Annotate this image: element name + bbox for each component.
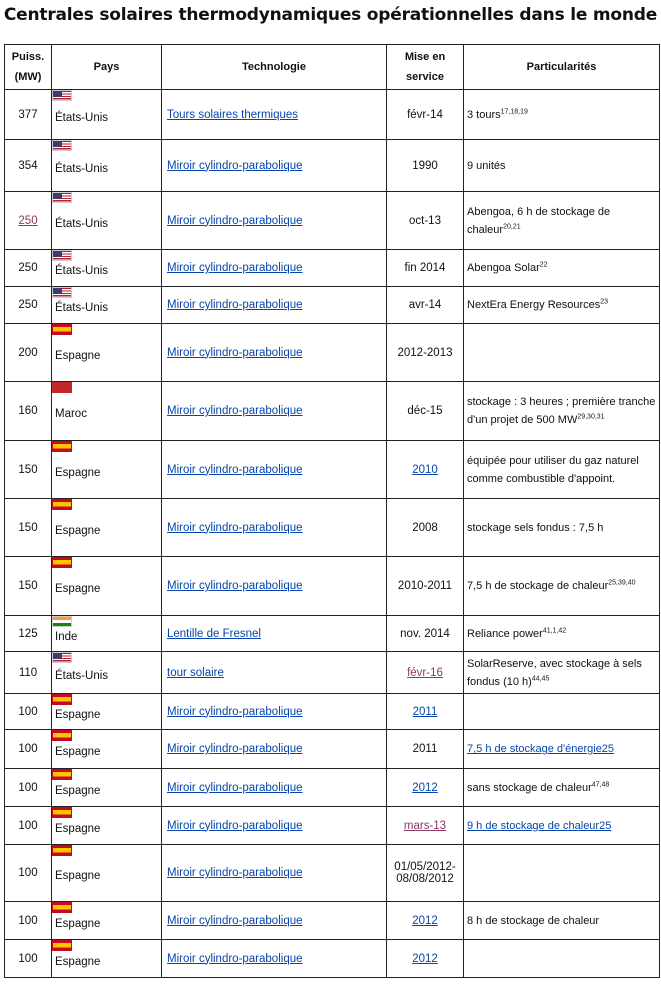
- date-cell[interactable]: [387, 652, 464, 694]
- technology-link[interactable]: Miroir cylindro-parabolique: [167, 705, 303, 718]
- technology-cell[interactable]: [162, 382, 387, 441]
- notes-cell[interactable]: [464, 807, 660, 845]
- reference-superscript[interactable]: 23: [600, 298, 609, 306]
- table-row: [5, 557, 660, 616]
- power-cell: 250: [5, 250, 52, 287]
- date-link[interactable]: 2010: [412, 463, 438, 476]
- flag-es-icon: [52, 730, 72, 741]
- notes-cell: [464, 845, 660, 902]
- date-cell[interactable]: [387, 902, 464, 940]
- technology-link[interactable]: Miroir cylindro-parabolique: [167, 952, 303, 965]
- table-row: [5, 902, 660, 940]
- technology-cell[interactable]: [162, 694, 387, 730]
- technology-link[interactable]: Miroir cylindro-parabolique: [167, 867, 303, 879]
- date-cell: oct-13: [387, 192, 464, 250]
- flag-es-icon: [52, 557, 72, 568]
- flag-ma-icon: [52, 382, 72, 393]
- country-cell: [52, 441, 162, 499]
- notes-cell: [464, 287, 660, 324]
- flag-es-icon: [52, 769, 72, 780]
- technology-link[interactable]: Miroir cylindro-parabolique: [167, 580, 303, 592]
- flag-es-icon: [52, 324, 72, 335]
- notes-text: stockage sels fondus : 7,5 h: [467, 521, 604, 534]
- notes-text: 9 unités: [467, 159, 506, 172]
- notes-cell: [464, 499, 660, 557]
- table-row: [5, 807, 660, 845]
- notes-cell: [464, 90, 660, 140]
- date-cell: 2008: [387, 499, 464, 557]
- flag-es-icon: [52, 940, 72, 951]
- notes-text: NextEra Energy Resources: [467, 299, 601, 311]
- country-cell: [52, 694, 162, 730]
- technology-link[interactable]: Miroir cylindro-parabolique: [167, 521, 303, 534]
- table-row: [5, 441, 660, 499]
- table-row: [5, 250, 660, 287]
- power-cell: 377: [5, 90, 52, 140]
- technology-link[interactable]: Miroir cylindro-parabolique: [167, 159, 303, 172]
- table-row: [5, 616, 660, 652]
- table-row: [5, 90, 660, 140]
- notes-link[interactable]: 9 h de stockage de chaleur25: [467, 819, 612, 832]
- table-row: [5, 730, 660, 769]
- flag-es-icon: [52, 807, 72, 818]
- country-label: États-Unis: [55, 669, 109, 682]
- technology-cell[interactable]: [162, 140, 387, 192]
- country-label: États-Unis: [55, 302, 109, 314]
- country-cell: [52, 652, 162, 694]
- date-link[interactable]: févr-16: [407, 666, 443, 679]
- flag-es-icon: [52, 902, 72, 913]
- date-cell[interactable]: [387, 441, 464, 499]
- reference-superscript[interactable]: 25,39,40: [608, 579, 636, 587]
- power-cell: 125: [5, 616, 52, 652]
- page-title: Centrales solaires thermodynamiques opérationnelles dans le monde: [3, 5, 658, 25]
- technology-cell[interactable]: [162, 90, 387, 140]
- date-cell: déc-15: [387, 382, 464, 441]
- country-cell: [52, 324, 162, 382]
- flag-in-icon: [52, 616, 72, 627]
- notes-link[interactable]: 7,5 h de stockage d'énergie25: [467, 743, 615, 755]
- country-cell: [52, 140, 162, 192]
- technology-link[interactable]: Miroir cylindro-parabolique: [167, 781, 303, 794]
- country-label: États-Unis: [55, 111, 109, 124]
- notes-text: 8 h de stockage de chaleur: [467, 914, 600, 927]
- date-cell: 2011: [387, 730, 464, 769]
- power-cell: 100: [5, 902, 52, 940]
- technology-link[interactable]: Miroir cylindro-parabolique: [167, 405, 303, 417]
- header-power: Puiss. (MW): [5, 45, 52, 90]
- country-cell: [52, 902, 162, 940]
- technology-cell[interactable]: [162, 324, 387, 382]
- country-label: Espagne: [55, 708, 101, 721]
- power-cell: 100: [5, 940, 52, 978]
- date-cell: 2012-2013: [387, 324, 464, 382]
- power-link[interactable]: 250: [18, 214, 38, 227]
- technology-cell[interactable]: [162, 616, 387, 652]
- power-cell: 100: [5, 807, 52, 845]
- country-cell: [52, 845, 162, 902]
- notes-cell: [464, 557, 660, 616]
- technology-link[interactable]: Miroir cylindro-parabolique: [167, 214, 303, 227]
- country-label: Espagne: [55, 870, 101, 882]
- date-link[interactable]: mars-13: [403, 819, 447, 832]
- country-label: Espagne: [55, 746, 101, 758]
- country-cell: [52, 192, 162, 250]
- technology-cell[interactable]: [162, 807, 387, 845]
- notes-cell: [464, 140, 660, 192]
- technology-cell[interactable]: [162, 845, 387, 902]
- technology-cell[interactable]: [162, 769, 387, 807]
- table-row: [5, 652, 660, 694]
- table-row: [5, 499, 660, 557]
- reference-superscript[interactable]: 41,1,42: [542, 626, 567, 634]
- notes-text: Abengoa Solar: [467, 262, 540, 274]
- country-label: Maroc: [55, 408, 87, 420]
- notes-text: équipée pour utiliser du gaz naturel comme combustible d'appoint.: [467, 454, 639, 485]
- notes-text: Abengoa, 6 h de stockage de chaleur: [467, 205, 611, 236]
- country-cell: [52, 557, 162, 616]
- country-cell: [52, 616, 162, 652]
- country-label: Espagne: [55, 917, 101, 930]
- date-cell: févr-14: [387, 90, 464, 140]
- technology-cell[interactable]: [162, 499, 387, 557]
- power-cell: 150: [5, 499, 52, 557]
- power-cell: 354: [5, 140, 52, 192]
- date-cell: 01/05/2012-08/08/2012: [387, 845, 464, 902]
- country-label: Inde: [55, 630, 78, 643]
- flag-us-icon: [52, 250, 72, 261]
- technology-link[interactable]: Tours solaires thermiques: [167, 108, 299, 121]
- date-link[interactable]: 2012: [412, 914, 438, 927]
- technology-cell[interactable]: [162, 730, 387, 769]
- notes-cell: [464, 902, 660, 940]
- table-header-row: [5, 45, 660, 90]
- flag-us-icon: [52, 140, 72, 151]
- notes-cell: [464, 192, 660, 250]
- power-cell: 100: [5, 730, 52, 769]
- date-cell: nov. 2014: [387, 616, 464, 652]
- table-row: [5, 382, 660, 441]
- technology-cell[interactable]: [162, 940, 387, 978]
- flag-es-icon: [52, 499, 72, 510]
- country-cell: [52, 250, 162, 287]
- country-label: Espagne: [55, 349, 101, 362]
- country-cell: [52, 90, 162, 140]
- table-row: [5, 769, 660, 807]
- date-link[interactable]: 2012: [412, 781, 438, 794]
- country-cell: [52, 769, 162, 807]
- power-cell: 250: [5, 287, 52, 324]
- date-cell: 1990: [387, 140, 464, 192]
- technology-cell[interactable]: [162, 652, 387, 694]
- table-row: [5, 845, 660, 902]
- date-cell: avr-14: [387, 287, 464, 324]
- flag-us-icon: [52, 192, 72, 203]
- reference-superscript[interactable]: 47,48: [591, 780, 610, 788]
- technology-cell[interactable]: [162, 250, 387, 287]
- power-cell: 200: [5, 324, 52, 382]
- table-row: [5, 940, 660, 978]
- country-label: Espagne: [55, 955, 101, 968]
- technology-cell[interactable]: [162, 557, 387, 616]
- header-technology: Technologie: [162, 45, 387, 90]
- notes-text: Reliance power: [467, 627, 543, 640]
- technology-link[interactable]: Lentille de Fresnel: [167, 627, 261, 640]
- reference-superscript[interactable]: 29,30,31: [577, 413, 605, 421]
- flag-us-icon: [52, 652, 72, 663]
- date-cell: fin 2014: [387, 250, 464, 287]
- notes-cell: [464, 382, 660, 441]
- country-cell: [52, 287, 162, 324]
- date-cell[interactable]: [387, 694, 464, 730]
- technology-link[interactable]: Miroir cylindro-parabolique: [167, 819, 303, 832]
- notes-cell: [464, 694, 660, 730]
- notes-cell: [464, 616, 660, 652]
- notes-cell: [464, 324, 660, 382]
- flag-es-icon: [52, 694, 72, 705]
- technology-cell[interactable]: [162, 441, 387, 499]
- table-row: [5, 287, 660, 324]
- country-cell: [52, 940, 162, 978]
- reference-superscript[interactable]: 22: [539, 261, 548, 269]
- technology-link[interactable]: Miroir cylindro-parabolique: [167, 346, 303, 359]
- power-cell: 100: [5, 769, 52, 807]
- notes-cell: [464, 250, 660, 287]
- technology-cell[interactable]: [162, 192, 387, 250]
- notes-cell: [464, 940, 660, 978]
- notes-cell: [464, 441, 660, 499]
- solar-plants-table: [4, 44, 660, 978]
- country-label: Espagne: [55, 822, 101, 835]
- notes-text: 3 tours: [467, 108, 501, 121]
- notes-text: stockage : 3 heures ; première tranche d'un projet de 500 MW: [467, 396, 656, 426]
- reference-superscript[interactable]: 44,45: [531, 674, 550, 682]
- country-label: Espagne: [55, 466, 101, 479]
- table-row: [5, 324, 660, 382]
- technology-link[interactable]: tour solaire: [167, 666, 224, 679]
- flag-us-icon: [52, 287, 72, 298]
- technology-link[interactable]: Miroir cylindro-parabolique: [167, 743, 303, 755]
- notes-text: sans stockage de chaleur: [467, 781, 592, 794]
- technology-link[interactable]: Miroir cylindro-parabolique: [167, 463, 303, 476]
- technology-link[interactable]: Miroir cylindro-parabolique: [167, 914, 303, 927]
- country-cell: [52, 807, 162, 845]
- power-cell: 100: [5, 845, 52, 902]
- notes-cell: [464, 652, 660, 694]
- notes-cell[interactable]: [464, 730, 660, 769]
- date-cell[interactable]: [387, 769, 464, 807]
- country-label: États-Unis: [55, 265, 109, 277]
- power-cell: 150: [5, 441, 52, 499]
- country-cell: [52, 499, 162, 557]
- header-notes: Particularités: [464, 45, 660, 90]
- power-cell: 160: [5, 382, 52, 441]
- header-date: Mise en service: [387, 45, 464, 90]
- date-cell[interactable]: [387, 807, 464, 845]
- country-cell: [52, 382, 162, 441]
- table-body: [5, 90, 660, 978]
- technology-cell[interactable]: [162, 902, 387, 940]
- table-row: [5, 192, 660, 250]
- date-link[interactable]: 2011: [412, 705, 438, 718]
- date-cell: 2010-2011: [387, 557, 464, 616]
- notes-text: 7,5 h de stockage de chaleur: [467, 580, 609, 592]
- table-row: [5, 694, 660, 730]
- country-label: Espagne: [55, 784, 101, 797]
- date-link[interactable]: 2012: [412, 952, 438, 965]
- notes-cell: [464, 769, 660, 807]
- header-country: Pays: [52, 45, 162, 90]
- flag-us-icon: [52, 90, 72, 101]
- notes-text: SolarReserve, avec stockage à sels fondus (10 h): [467, 657, 642, 688]
- country-cell: [52, 730, 162, 769]
- power-cell: 110: [5, 652, 52, 694]
- power-cell: 100: [5, 694, 52, 730]
- technology-cell[interactable]: [162, 287, 387, 324]
- technology-link[interactable]: Miroir cylindro-parabolique: [167, 299, 303, 311]
- power-cell[interactable]: [5, 192, 52, 250]
- country-label: États-Unis: [55, 162, 109, 175]
- power-cell: 150: [5, 557, 52, 616]
- flag-es-icon: [52, 441, 72, 452]
- reference-superscript[interactable]: 20,21: [503, 222, 521, 230]
- country-label: Espagne: [55, 524, 101, 537]
- date-cell[interactable]: [387, 940, 464, 978]
- country-label: Espagne: [55, 583, 101, 595]
- technology-link[interactable]: Miroir cylindro-parabolique: [167, 262, 303, 274]
- reference-superscript[interactable]: 17,18,19: [500, 107, 528, 115]
- country-label: États-Unis: [55, 217, 109, 230]
- flag-es-icon: [52, 845, 72, 856]
- table-row: [5, 140, 660, 192]
